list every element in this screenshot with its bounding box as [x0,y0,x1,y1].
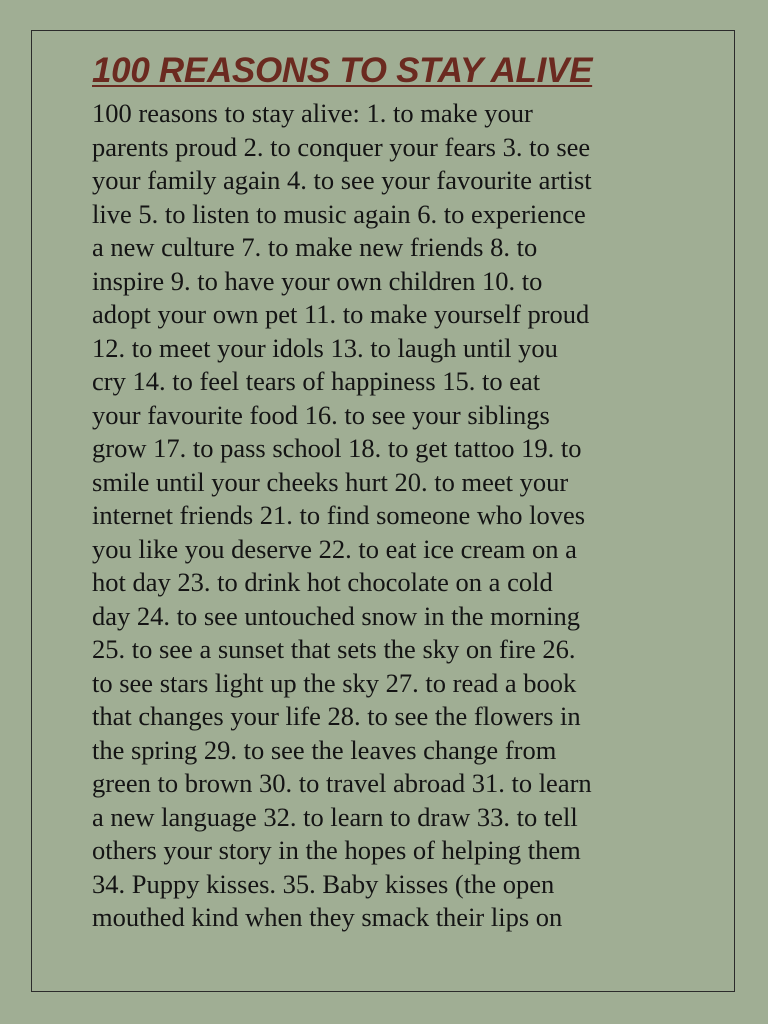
document-body [92,97,682,935]
text-line: your favourite food 16. to see your siblings [92,399,550,430]
text-line: others your story in the hopes of helping them [92,835,581,865]
text-line: to see stars light up the sky 27. to read a book [92,667,577,698]
text-line: that changes your life 28. to see the flowers in [92,701,581,731]
text-line: 100 reasons to stay alive: 1. to make your [92,98,533,128]
text-line: a new language 32. to learn to draw 33. to tell [92,801,578,832]
text-line: live 5. to listen to music again 6. to experience [92,198,586,229]
text-line: mouthed kind when they smack their lips on [92,902,563,932]
text-line: adopt your own pet 11. to make yourself proud [92,299,590,329]
text-line: cry 14. to feel tears of happiness 15. to eat [92,366,541,396]
text-line: inspire 9. to have your own children 10. to [92,265,543,296]
text-line: a new culture 7. to make new friends 8. to [92,232,538,262]
text-line: smile until your cheeks hurt 20. to meet your [92,466,569,497]
text-line: 34. Puppy kisses. 35. Baby kisses (the open [92,868,555,899]
text-line: day 24. to see untouched snow in the morning [92,600,580,631]
text-line: you like you deserve 22. to eat ice cream on a [92,533,577,564]
text-line: parents proud 2. to conquer your fears 3. to see [92,131,591,162]
text-line: 12. to meet your idols 13. to laugh until you [92,332,558,363]
document-title: 100 REASONS TO STAY ALIVE [92,51,593,90]
text-line: hot day 23. to drink hot chocolate on a cold [92,567,553,597]
text-line: 25. to see a sunset that sets the sky on fire 26. [92,634,576,664]
text-line: green to brown 30. to travel abroad 31. to learn [92,768,592,798]
text-line: grow 17. to pass school 18. to get tattoo 19. to [92,433,582,463]
text-line: your family again 4. to see your favourite artist [92,165,592,195]
text-line: internet friends 21. to find someone who loves [92,500,586,530]
text-line: the spring 29. to see the leaves change from [92,734,557,765]
